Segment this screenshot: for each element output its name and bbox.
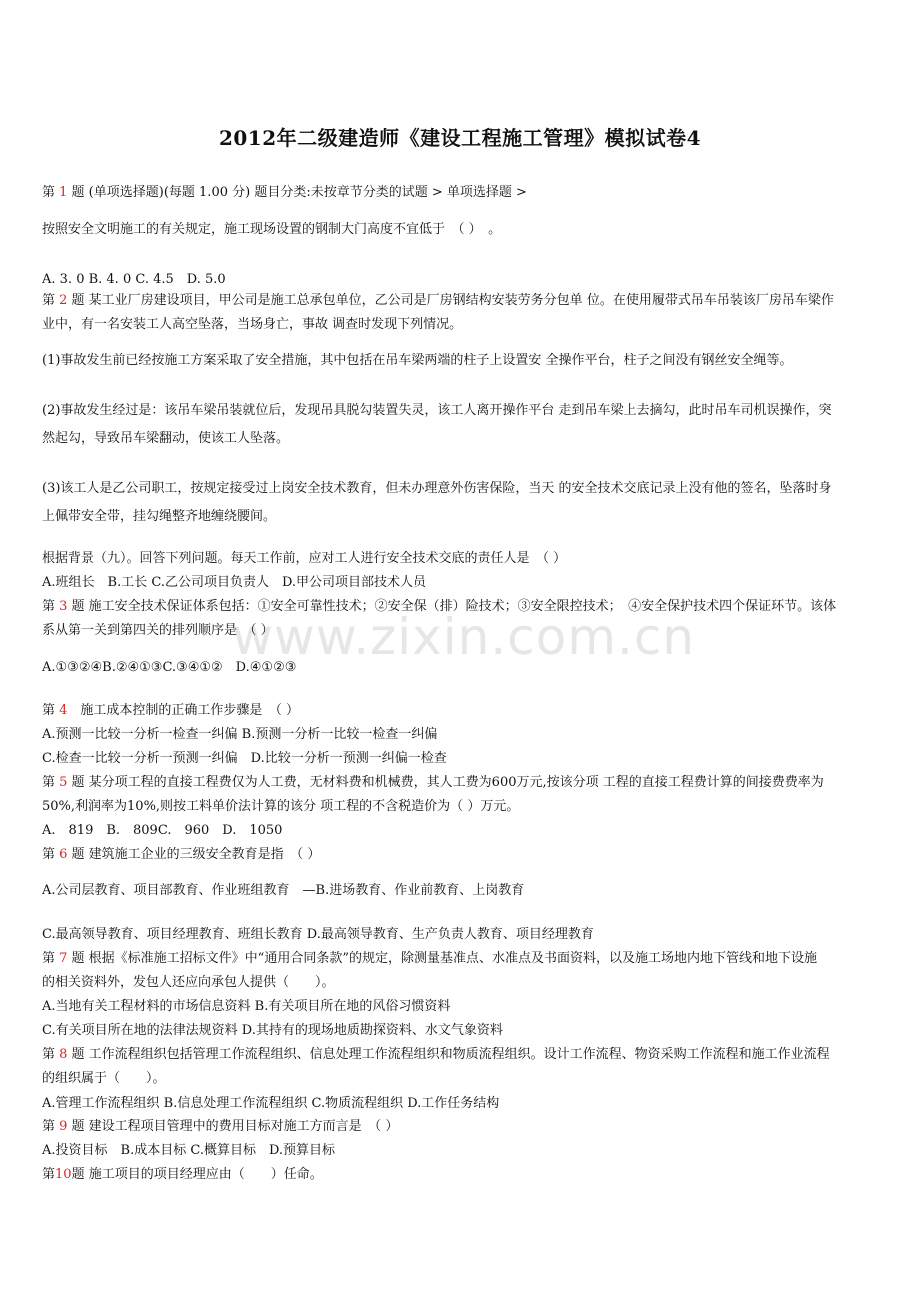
- question-9-header: [42, 1118, 892, 1136]
- q-prefix: 第: [42, 1047, 60, 1062]
- question-3-header: [42, 598, 892, 616]
- question-7-line2: 的相关资料外，发包人还应向承包人提供（ ）。: [42, 975, 335, 990]
- question-5-options: A. 819 B. 809C. 960 D. 1050: [42, 823, 283, 838]
- q-prefix: 第: [42, 599, 60, 614]
- question-number: 3: [59, 599, 68, 614]
- q-header-text: 题 建筑施工企业的三级安全教育是指 （ ）: [67, 847, 321, 862]
- q-prefix: 第: [42, 847, 60, 862]
- question-number: 2: [59, 293, 68, 308]
- question-number: 7: [59, 951, 68, 966]
- question-4-header: [42, 702, 892, 720]
- question-number: 8: [59, 1047, 68, 1062]
- question-6-header: [42, 846, 892, 864]
- question-2-para-3a: (3)该工人是乙公司职工，按规定接受过上岗安全技术教育，但未办理意外伤害保险，当天 的安全技术交底记录上没有他的签名，坠落时身: [42, 481, 832, 496]
- question-5-header: [42, 774, 892, 792]
- q-header-text: 题 根据《标准施工招标文件》中“通用合同条款”的规定，除测量基准点、水准点及书面资料，以及施工场地内地下管线和地下设施: [67, 951, 817, 966]
- question-number: 5: [59, 775, 68, 790]
- question-2-para-2a: (2)事故发生经过是：该吊车梁吊装就位后，发现吊具脱勾装置失灵，该工人离开操作平台 走到吊车梁上去摘勾，此时吊车司机误操作，突: [42, 403, 832, 418]
- question-5-line2: 50%,利润率为10%,则按工料单价法计算的该分 项工程的不含税造价为（ ）万元。: [42, 799, 520, 814]
- question-2-line2: 业中，有一名安装工人高空坠落，当场身亡，事故 调查时发现下列情况。: [42, 317, 463, 332]
- q-prefix: 第: [42, 951, 60, 966]
- question-2-options: A.班组长 B.工长 C.乙公司项目负责人 D.甲公司项目部技术人员: [42, 575, 427, 590]
- question-8-header: [42, 1046, 892, 1064]
- question-2-para-2b: 然起勾，导致吊车梁翻动，使该工人坠落。: [42, 431, 290, 446]
- question-1-options: A. 3. 0 B. 4. 0 C. 4.5 D. 5.0: [42, 272, 226, 287]
- question-10-header: [42, 1166, 892, 1184]
- q-header-text: 题 工作流程组织包括管理工作流程组织、信息处理工作流程组织和物质流程组织。设计工作流程、物资采购工作流程和施工作业流程: [67, 1047, 830, 1062]
- q-header-text: 施工成本控制的正确工作步骤是 （ ）: [67, 703, 300, 718]
- question-8-options: A.管理工作流程组织 B.信息处理工作流程组织 C.物质流程组织 D.工作任务结构: [42, 1096, 500, 1111]
- question-number: 10: [55, 1167, 72, 1182]
- question-7-header: [42, 950, 892, 968]
- page-title: 2012年二级建造师《建设工程施工管理》模拟试卷4: [218, 126, 702, 150]
- question-7-options-a: A.当地有关工程材料的市场信息资料 B.有关项目所在地的风俗习惯资料: [42, 999, 451, 1014]
- question-9-options: A.投资目标 B.成本目标 C.概算目标 D.预算目标: [42, 1143, 336, 1158]
- q-prefix: 第: [42, 775, 60, 790]
- question-number: 9: [59, 1119, 68, 1134]
- q-prefix: 第: [42, 1167, 56, 1182]
- question-2-para-3b: 上佩带安全带，挂勾绳整齐地缠绕腰间。: [42, 509, 277, 524]
- question-6-options-b: C.最高领导教育、项目经理教育、班组长教育 D.最高领导教育、生产负责人教育、项目经理教育: [42, 927, 594, 942]
- q-prefix: 第: [42, 703, 60, 718]
- question-7-options-b: C.有关项目所在地的法律法规资料 D.其持有的现场地质勘探资料、水文气象资料: [42, 1023, 503, 1038]
- q-header-text: 题 施工安全技术保证体系包括：①安全可靠性技术；②安全保（排）险技术；③安全限控技术； ④安全保护技术四个保证环节。该体: [67, 599, 837, 614]
- q-prefix: 第: [42, 293, 60, 308]
- q-header-text: 题 施工项目的项目经理应由（ ）任命。: [71, 1167, 323, 1182]
- question-2-para-1: (1)事故发生前已经按施工方案采取了安全措施，其中包括在吊车梁两端的柱子上设置安 全操作平台，柱子之间没有钢丝安全绳等。: [42, 353, 793, 368]
- question-3-line2: 系从第一关到第四关的排列顺序是 （ ）: [42, 623, 274, 638]
- question-2-stem: 根据背景（九）。回答下列问题。每天工作前，应对工人进行安全技术交底的责任人是 （ ）: [42, 551, 567, 566]
- question-1-stem: 按照安全文明施工的有关规定，施工现场设置的钢制大门高度不宜低于 （ ） 。: [42, 222, 502, 237]
- q-header-text: 题 某工业厂房建设项目，甲公司是施工总承包单位，乙公司是厂房钢结构安装劳务分包单 位。在使用履带式吊车吊装该厂房吊车梁作: [67, 293, 834, 308]
- question-number: 4: [59, 703, 68, 718]
- q-header-text: 题 某分项工程的直接工程费仅为人工费，无材料费和机械费，其人工费为600万元,按该分项 工程的直接工程费计算的间接费费率为: [67, 775, 824, 790]
- question-2-header: [42, 292, 892, 310]
- q-prefix: 第: [42, 1119, 60, 1134]
- q-prefix: 第: [42, 185, 60, 200]
- watermark: www.zixin.com.cn: [232, 608, 696, 666]
- question-number: 1: [59, 185, 68, 200]
- question-8-line2: 的组织属于（ ）。: [42, 1071, 166, 1086]
- question-6-options-a: A.公司层教育、项目部教育、作业班组教育 —B.进场教育、作业前教育、上岗教育: [42, 883, 525, 898]
- question-4-options-b: C.检查一比较一分析一预测一纠偏 D.比较一分析一预测一纠偏一检查: [42, 751, 447, 766]
- q-header-text: 题 建设工程项目管理中的费用目标对施工方而言是 （ ）: [67, 1119, 399, 1134]
- question-number: 6: [59, 847, 68, 862]
- question-3-options: A.①③②④B.②④①③C.③④①② D.④①②③: [42, 660, 297, 675]
- q-header-text: 题 (单项选择题)(每题 1.00 分) 题目分类:未按章节分类的试题 > 单项选择题 >: [67, 185, 527, 200]
- question-4-options-a: A.预测一比较一分析一检查一纠偏 B.预测一分析一比较一检查一纠偏: [42, 727, 438, 742]
- question-1-header: [42, 184, 892, 202]
